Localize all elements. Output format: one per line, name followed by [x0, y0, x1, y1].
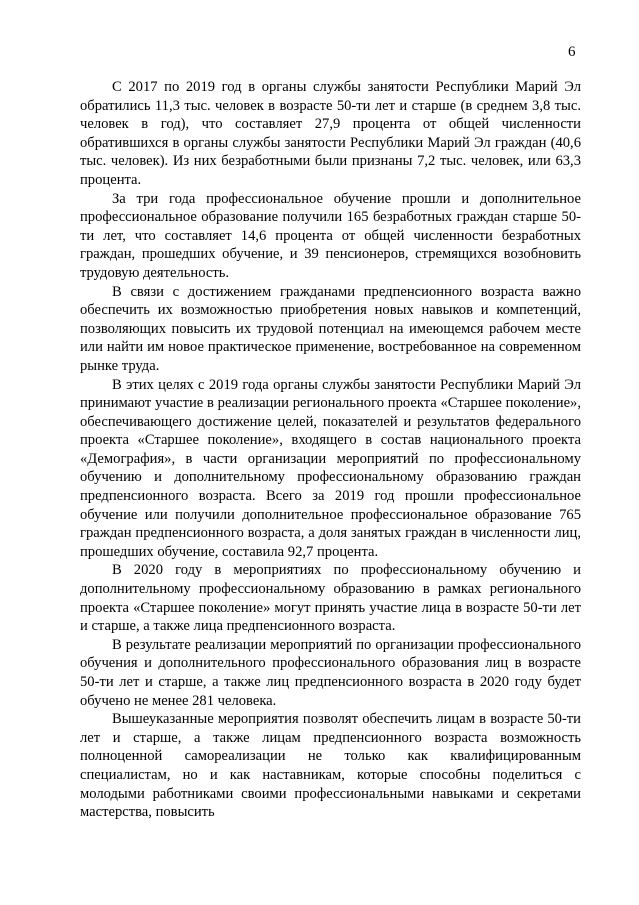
paragraph-6: В результате реализации мероприятий по организации профессионального обучения и дополнительного профессионального образования лиц в возрасте 50-ти лет и старше, а также лиц предпенсионного возраста в 2020 году будет обучено не менее 281 человека. — [80, 636, 581, 709]
paragraph-1: С 2017 по 2019 год в органы службы занятости Республики Марий Эл обратились 11,3 тыс. человек в возрасте 50-ти лет и старше (в среднем 3,8 тыс. человек в год), что составляет 27,9 процента от общей численности обратившихся в органы службы занятости Республики Марий Эл граждан (40,6 тыс. человек). Из них безработными были признаны 7,2 тыс. человек, или 63,3 процента. — [80, 79, 581, 188]
paragraph-4: В этих целях с 2019 года органы службы занятости Республики Марий Эл принимают участие в реализации регионального проекта «Старшее поколение», обеспечивающего достижение целей, показателей и результатов федерального проекта «Старшее поколение», входящего в состав национального проекта «Демография», в части организации мероприятий по профессиональному обучению и дополнительному профессиональному образованию граждан предпенсионного возраста. Всего за 2019 год прошли профессиональное обучение или получили дополнительное профессиональное образование 765 граждан предпенсионного возраста, а доля занятых граждан в численности лиц, прошедших обучение, составила 92,7 процента. — [80, 376, 581, 560]
page-number: 6 — [568, 44, 576, 60]
paragraph-5: В 2020 году в мероприятиях по профессиональному обучению и дополнительному профессиональному образованию в рамках регионального проекта «Старшее поколение» могут принять участие лица в возрасте 50-ти лет и старше, а также лица предпенсионного возраста. — [80, 562, 581, 635]
paragraph-3: В связи с достижением гражданами предпенсионного возраста важно обеспечить их возможностью приобретения новых навыков и компетенций, позволяющих повысить их трудовой потенциал на имеющемся рабочем месте или найти им новое практическое применение, востребованное на современном рынке труда. — [80, 283, 581, 374]
paragraph-7: Вышеуказанные мероприятия позволят обеспечить лицам в возрасте 50-ти лет и старше, а также лицам предпенсионного возраста возможность полноценной самореализации не только как квалифицированным специалистам, но и как наставникам, которые способны поделиться с молодыми работниками своими профессиональными навыками и секретами мастерства, повысить — [80, 711, 581, 821]
body-text — [80, 78, 581, 822]
paragraph-2: За три года профессиональное обучение прошли и дополнительное профессиональное образование получили 165 безработных граждан старше 50-ти лет, что составляет 14,6 процента от общей численности безработных граждан, прошедших обучение, и 39 пенсионеров, стремящихся возобновить трудовую деятельность. — [80, 190, 581, 281]
